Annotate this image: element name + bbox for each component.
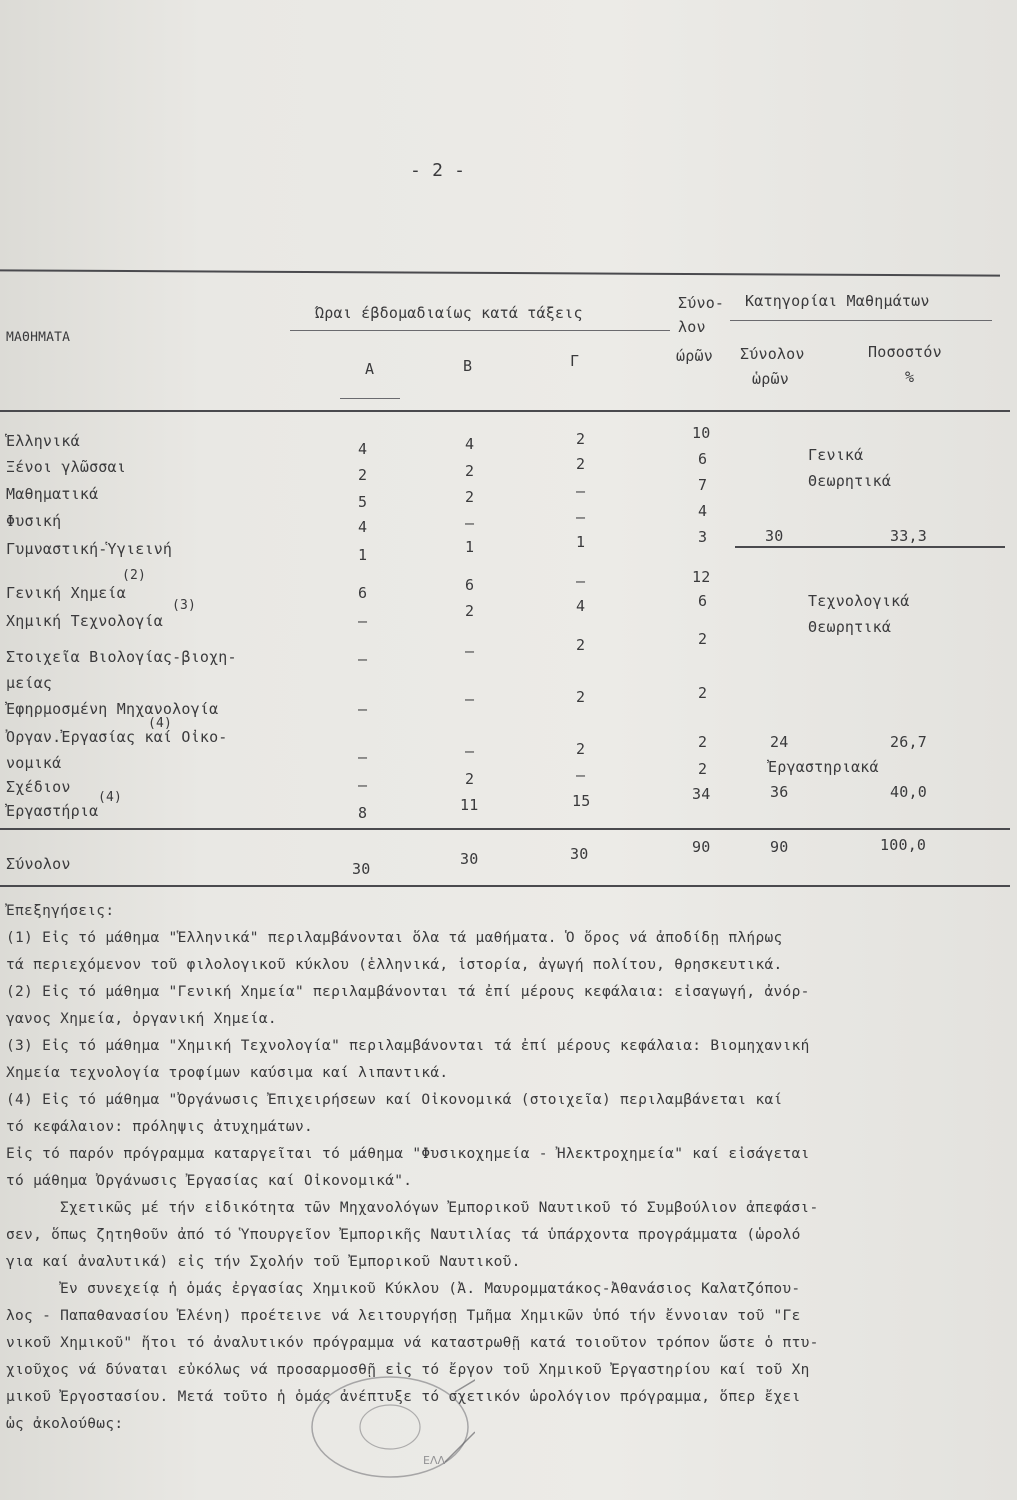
row-subject: Γυμναστική-Ὑγιεινή <box>6 540 173 558</box>
note-line: τό κεφάλαιον: πρόληψις ἀτυχημάτων. <box>6 1119 314 1135</box>
cell-b: 2 <box>465 602 475 620</box>
row-subject: Ὀργαν.Ἐργασίας καί Οἰκο- <box>6 728 228 746</box>
header-categories-rule <box>730 320 992 321</box>
note-line: σεν, ὅπως ζητηθοῦν ἀπό τό Ὑπουργεῖον Ἐμπορικῆς Ναυτιλίας τά ὑπάρχοντα προγράμματα (ὡρολό <box>6 1227 801 1243</box>
header-subject: ΜΑΘΗΜΑΤΑ <box>6 330 71 345</box>
category-hours: 36 <box>770 783 789 801</box>
cell-total: 34 <box>692 785 711 803</box>
cell-c: 2 <box>576 430 586 448</box>
stamp-text: ΕΛΛ <box>423 1454 445 1467</box>
total-row-percent: 100,0 <box>880 836 927 854</box>
row-footnote: (4) <box>98 790 123 805</box>
note-line: χιοῦχος νά δύναται εὐκόλως νά προσαρμοσθῇ εἰς τό ἔργον τοῦ Χημικοῦ Ἐργαστηρίου καί τοῦ Χη <box>6 1362 810 1378</box>
cell-b: 1 <box>465 538 475 556</box>
note-line: λος - Παπαθανασίου Ἑλένη) προέτεινε νά λειτουργήσῃ Τμῆμα Χημικῶν ὑπό τήν ἔννοιαν τοῦ "Γε <box>6 1308 801 1324</box>
cell-total: 6 <box>698 592 708 610</box>
cell-a: – <box>358 650 368 668</box>
cell-c: – <box>576 572 586 590</box>
header-hours-group: Ώραι έβδομαδιαίως κατά τάξεις <box>315 304 583 322</box>
category-percent: 40,0 <box>890 783 927 801</box>
header-class-b: Β <box>463 357 473 375</box>
total-row-total: 90 <box>692 838 711 856</box>
cell-b: 11 <box>460 796 479 814</box>
cell-total: 6 <box>698 450 708 468</box>
cell-total: 3 <box>698 528 708 546</box>
category-name: Θεωρητικά <box>808 472 892 490</box>
category-hours: 30 <box>765 527 784 545</box>
cell-b: – <box>465 514 475 532</box>
cell-c: 2 <box>576 455 586 473</box>
cell-c: 4 <box>576 597 586 615</box>
row-subject-cont: νομικά <box>6 754 62 772</box>
note-line: (1) Εἰς τό μάθημα "Ἑλληνικά" περιλαμβάνονται ὅλα τά μαθήματα. Ὁ ὅρος νά ἀποδίδῃ πλήρως <box>6 930 783 946</box>
note-line: νικοῦ Χημικοῦ" ἤτοι τό ἀναλυτικόν πρόγραμμα νά καταστρωθῇ κατά τοιοῦτον τρόπον ὥστε ὁ πτυ- <box>6 1335 819 1351</box>
category-rule <box>735 546 1005 548</box>
row-subject: Στοιχεῖα Βιολογίας-βιοχη- <box>6 648 237 666</box>
cell-total: 2 <box>698 630 708 648</box>
cell-a: – <box>358 748 368 766</box>
cell-c: – <box>576 508 586 526</box>
cell-a: 5 <box>358 493 368 511</box>
category-name: Γενικά <box>808 446 864 464</box>
cell-c: – <box>576 766 586 784</box>
note-line: (4) Εἰς τό μάθημα "Ὀργάνωσις Ἐπιχειρήσεων καί Οἰκονομικά (στοιχεῖα) περιλαμβάνεται καί <box>6 1092 783 1108</box>
cell-a: 8 <box>358 804 368 822</box>
header-cat-total-2: ὡρῶν <box>752 370 789 388</box>
cell-a: – <box>358 612 368 630</box>
note-line: Ἐν συνεχείᾳ ἡ ὁμάς ἐργασίας Χημικοῦ Κύκλου (Ἀ. Μαυρομματάκος-Ἀθανάσιος Καλατζόπου- <box>60 1281 801 1297</box>
cell-a: 4 <box>358 518 368 536</box>
row-subject: Σχέδιον <box>6 778 71 796</box>
cell-a: – <box>358 776 368 794</box>
total-row-b: 30 <box>460 850 479 868</box>
row-subject: Ἐργαστήρια <box>6 802 99 820</box>
cell-c: – <box>576 482 586 500</box>
note-line: Χημεία τεχνολογία τροφίμων καύσιμα καί λιπαντικά. <box>6 1065 449 1081</box>
cell-a: – <box>358 700 368 718</box>
table-top-rule <box>0 269 1000 276</box>
cell-c: 2 <box>576 636 586 654</box>
header-total-3: ώρῶν <box>676 347 713 365</box>
cell-a: 2 <box>358 466 368 484</box>
cell-b: 4 <box>465 435 475 453</box>
row-subject: Γενική Χημεία <box>6 584 126 602</box>
cell-a: 6 <box>358 584 368 602</box>
row-subject: Ξένοι γλῶσσαι <box>6 458 126 476</box>
row-subject: Φυσική <box>6 512 62 530</box>
official-stamp <box>305 1372 475 1482</box>
cell-a: 4 <box>358 440 368 458</box>
cell-total: 12 <box>692 568 711 586</box>
note-line: Σχετικῶς μέ τήν εἰδικότητα τῶν Μηχανολόγων Ἐμπορικοῦ Ναυτικοῦ τό Συμβούλιον ἀπεφάσι- <box>60 1200 819 1216</box>
header-class-c: Γ <box>570 352 580 370</box>
cell-c: 15 <box>572 792 591 810</box>
total-row-cat-total: 90 <box>770 838 789 856</box>
row-subject: Μαθηματικά <box>6 485 99 503</box>
cell-total: 2 <box>698 684 708 702</box>
cell-b: 2 <box>465 770 475 788</box>
header-hours-rule <box>290 330 670 331</box>
header-categories: Κατηγορίαι Μαθημάτων <box>745 292 930 310</box>
row-subject: Ἑλληνικά <box>6 432 80 450</box>
cell-b: 6 <box>465 576 475 594</box>
row-subject-cont: μείας <box>6 674 53 692</box>
cell-c: 2 <box>576 688 586 706</box>
category-name: Ἐργαστηριακά <box>768 758 879 776</box>
header-class-a: Α <box>365 360 375 378</box>
cell-b: 2 <box>465 462 475 480</box>
cell-total: 2 <box>698 733 708 751</box>
cell-c: 1 <box>576 533 586 551</box>
header-total-2: λον <box>678 318 706 336</box>
total-row-a: 30 <box>352 860 371 878</box>
row-subject: Ἐφηρμοσμένη Μηχανολογία <box>6 700 219 718</box>
row-footnote: (2) <box>122 568 147 583</box>
cell-b: – <box>465 742 475 760</box>
row-subject: Χημική Τεχνολογία <box>6 612 163 630</box>
total-row-c: 30 <box>570 845 589 863</box>
cell-total: 7 <box>698 476 708 494</box>
notes-heading: Ἐπεξηγήσεις: <box>6 903 115 919</box>
cell-b: – <box>465 642 475 660</box>
row-footnote: (3) <box>172 598 197 613</box>
note-line: γανος Χημεία, ὀργανική Χημεία. <box>6 1011 277 1027</box>
note-line: Εἰς τό παρόν πρόγραμμα καταργεῖται τό μάθημα "Φυσικοχημεία - Ἠλεκτροχημεία" καί εἰσάγεται <box>6 1146 810 1162</box>
cell-total: 2 <box>698 760 708 778</box>
note-line: τά περιεχόμενον τοῦ φιλολογικοῦ κύκλου (ἑλληνικά, ἱστορία, ἀγωγή πολίτου, θρησκευτικά. <box>6 957 783 973</box>
note-line: ὡς ἀκολούθως: <box>6 1416 124 1432</box>
total-row-label: Σύνολον <box>6 855 71 873</box>
header-percent-1: Ποσοστόν <box>868 343 942 361</box>
category-name: Τεχνολογικά <box>808 592 910 610</box>
category-name: Θεωρητικά <box>808 618 892 636</box>
category-percent: 33,3 <box>890 527 927 545</box>
note-line: μικοῦ Ἐργοστασίου. Μετά τοῦτο ἡ ὁμάς ἀνέπτυξε τό σχετικόν ὡρολόγιον πρόγραμμα, ὅπερ ἔχει <box>6 1389 801 1405</box>
category-hours: 24 <box>770 733 789 751</box>
note-line: (2) Εἰς τό μάθημα "Γενική Χημεία" περιλαμβάνονται τά ἐπί μέρους κεφάλαια: εἰσαγωγή, ἀνόρ- <box>6 984 810 1000</box>
cell-c: 2 <box>576 740 586 758</box>
header-total-1: Σύνο- <box>678 294 725 312</box>
note-line: (3) Εἰς τό μάθημα "Χημική Τεχνολογία" περιλαμβάνονται τά ἐπί μέρους κεφάλαια: Βιομηχανική <box>6 1038 810 1054</box>
header-a-underline <box>340 398 400 399</box>
note-line: τό μάθημα Ὀργάνωσις Ἐργασίας καί Οἰκονομικά". <box>6 1173 413 1189</box>
header-percent-2: % <box>905 368 915 386</box>
header-cat-total-1: Σύνολον <box>740 345 805 363</box>
header-bottom-rule <box>0 410 1010 412</box>
cell-a: 1 <box>358 546 368 564</box>
cell-b: 2 <box>465 488 475 506</box>
cell-total: 4 <box>698 502 708 520</box>
cell-total: 10 <box>692 424 711 442</box>
table-bottom-rule <box>0 885 1010 887</box>
cell-b: – <box>465 690 475 708</box>
page-number: - 2 - <box>410 160 466 181</box>
note-line: για καί ἀναλυτικά) εἰς τήν Σχολήν τοῦ Ἐμπορικοῦ Ναυτικοῦ. <box>6 1254 521 1270</box>
row-footnote: (4) <box>148 716 173 731</box>
total-top-rule <box>0 828 1010 830</box>
category-percent: 26,7 <box>890 733 927 751</box>
